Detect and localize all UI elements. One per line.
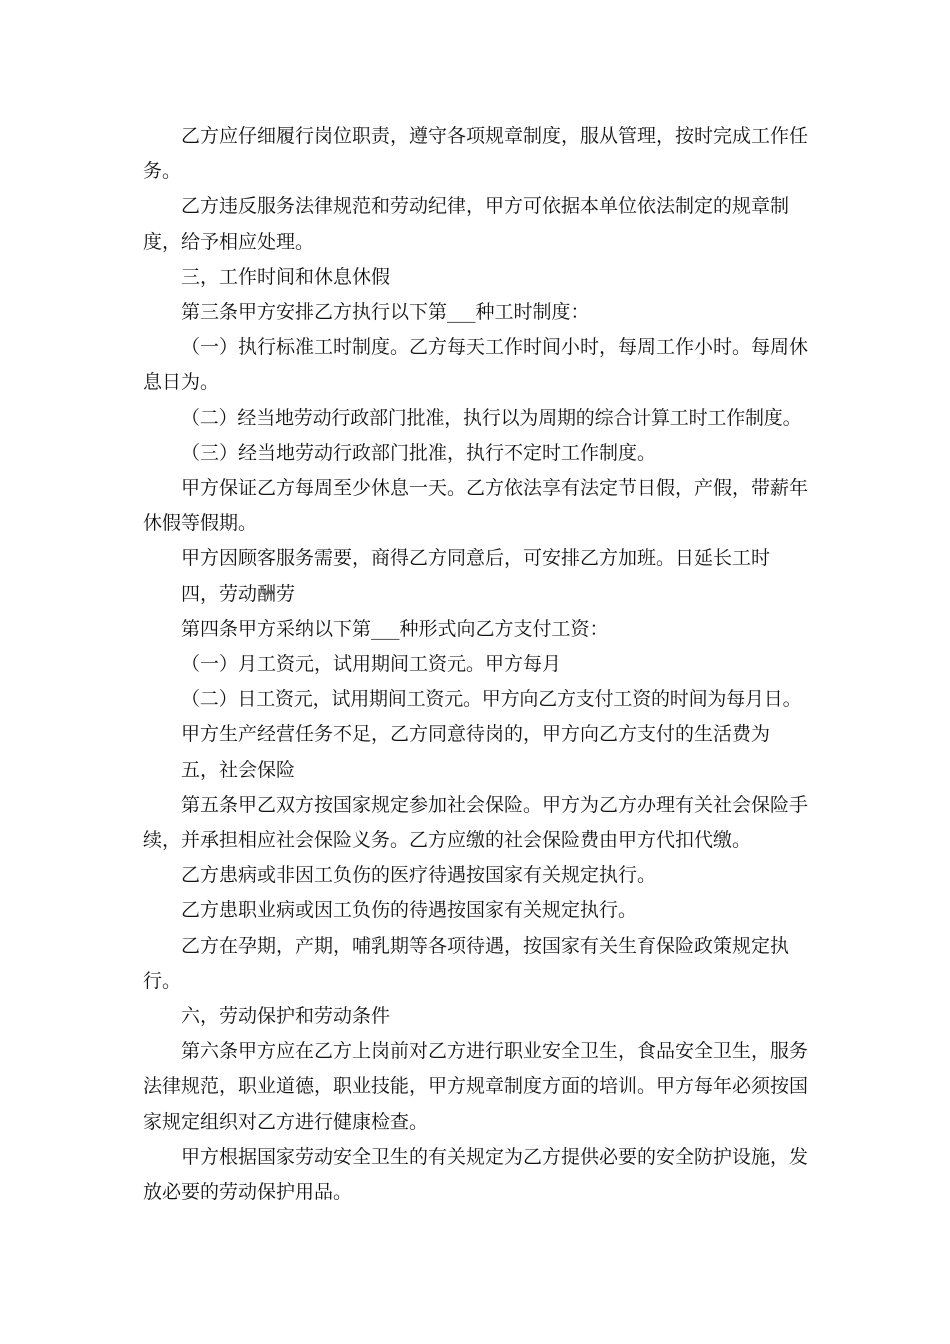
paragraph: （二）日工资元，试用期间工资元。甲方向乙方支付工资的时间为每月日。 (181, 688, 802, 711)
paragraph: （二）经当地劳动行政部门批准，执行以为周期的综合计算工时工作制度。 (181, 406, 802, 429)
paragraph: 乙方在孕期，产期，哺乳期等各项待遇，按国家有关生育保险政策规定执行。 (143, 934, 790, 992)
paragraph: 第六条甲方应在乙方上岗前对乙方进行职业安全卫生，食品安全卫生，服务法律规范，职业道德，职业技能，甲方规章制度方面的培训。甲方每年必须按国家规定组织对乙方进行健康检查。 (143, 1040, 809, 1133)
document-body (143, 119, 823, 1210)
section-heading: 四，劳动酬劳 (181, 582, 296, 605)
paragraph: 甲方根据国家劳动安全卫生的有关规定为乙方提供必要的安全防护设施，发放必要的劳动保护用品。 (143, 1145, 809, 1204)
paragraph: 第五条甲乙双方按国家规定参加社会保险。甲方为乙方办理有关社会保险手续，并承担相应社会保险义务。乙方应缴的社会保险费由甲方代扣代缴。 (143, 793, 809, 852)
section-heading: 五，社会保险 (181, 758, 296, 781)
section-heading: 三，工作时间和休息休假 (181, 265, 391, 288)
paragraph: 甲方保证乙方每周至少休息一天。乙方依法享有法定节日假，产假，带薪年休假等假期。 (143, 477, 809, 535)
paragraph: 乙方患职业病或因工负伤的待遇按国家有关规定执行。 (181, 899, 638, 922)
paragraph: 乙方违反服务法律规范和劳动纪律，甲方可依据本单位依法制定的规章制度，给予相应处理。 (143, 195, 790, 253)
paragraph: 甲方因顾客服务需要，商得乙方同意后，可安排乙方加班。日延长工时 (181, 547, 771, 570)
article-heading: 第三条甲方安排乙方执行以下第___种工时制度： (181, 301, 590, 324)
paragraph: 乙方应仔细履行岗位职责，遵守各项规章制度，服从管理，按时完成工作任务。 (143, 125, 809, 183)
paragraph: 乙方患病或非因工负伤的医疗待遇按国家有关规定执行。 (181, 864, 657, 887)
paragraph: （三）经当地劳动行政部门批准，执行不定时工作制度。 (181, 441, 657, 464)
section-heading: 六，劳动保护和劳动条件 (181, 1005, 391, 1028)
paragraph: （一）月工资元，试用期间工资元。甲方每月 (181, 653, 562, 676)
paragraph: （一）执行标准工时制度。乙方每天工作时间小时，每周工作小时。每周休息日为。 (143, 336, 809, 394)
paragraph: 甲方生产经营任务不足，乙方同意待岗的，甲方向乙方支付的生活费为 (181, 723, 771, 746)
article-heading: 第四条甲方采纳以下第___种形式向乙方支付工资： (181, 617, 609, 640)
